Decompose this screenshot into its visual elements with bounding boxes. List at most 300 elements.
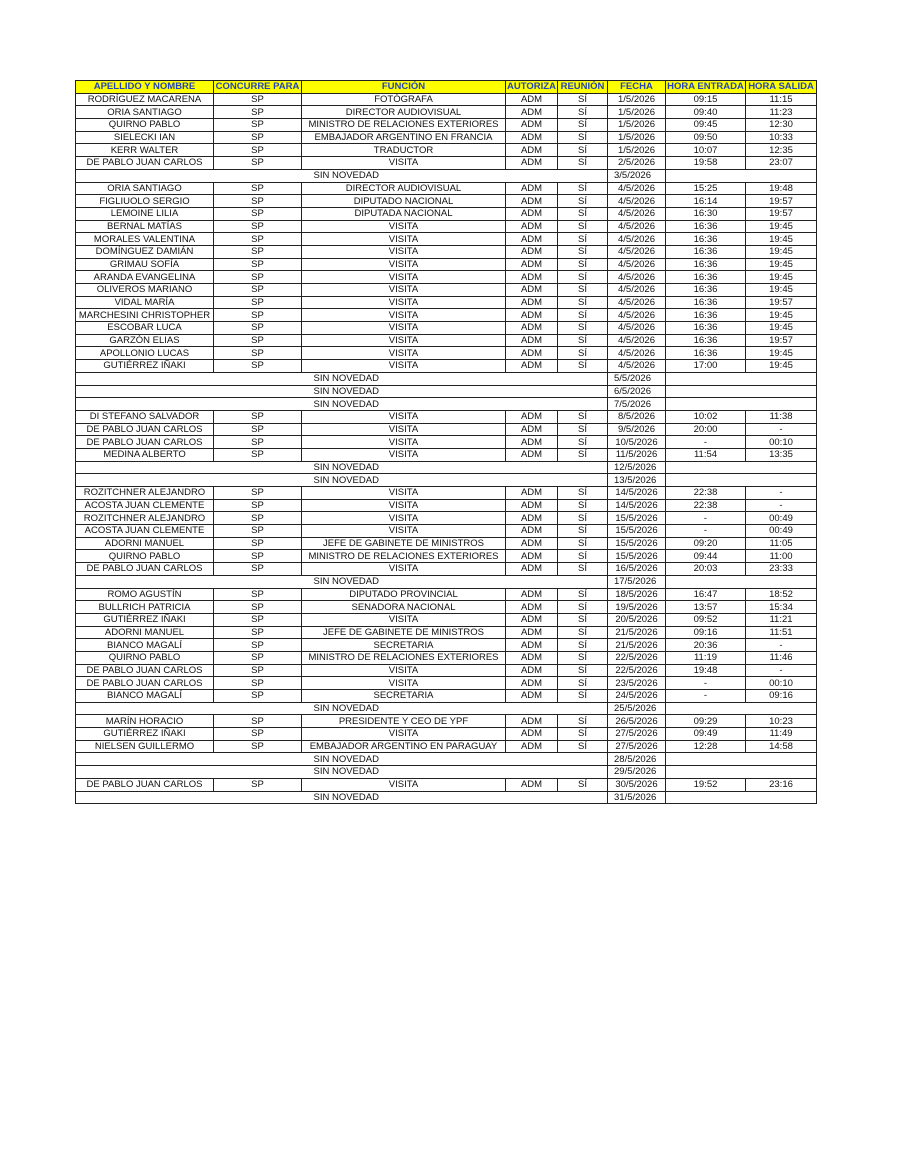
cell-concurre-para: SP [214,245,302,258]
cell-funcion: VISITA [302,613,506,626]
cell-concurre-para: SP [214,347,302,360]
cell-concurre-para: SP [214,119,302,132]
cell-apellido-nombre: MORALES VALENTINA [76,233,214,246]
sin-novedad-row [76,702,817,715]
cell-concurre-para: SP [214,423,302,436]
cell-reunion: SÍ [558,106,608,119]
cell-apellido-nombre: BIANCO MAGALÍ [76,690,214,703]
cell-apellido-nombre: NIELSEN GUILLERMO [76,740,214,753]
cell-funcion: VISITA [302,563,506,576]
table-row [76,740,817,753]
cell-reunion: SÍ [558,613,608,626]
cell-concurre-para: SP [214,588,302,601]
cell-concurre-para: SP [214,131,302,144]
header-autoriza: AUTORIZA [507,81,556,93]
cell-hora-entrada: 16:30 [666,207,746,220]
cell-hora-salida: 19:45 [746,322,817,335]
cell-concurre-para: SP [214,93,302,106]
empty-cell [666,461,817,474]
cell-hora-salida: 19:57 [746,296,817,309]
cell-fecha: 4/5/2026 [608,309,666,322]
cell-hora-entrada: 09:45 [666,119,746,132]
table-row [76,93,817,106]
cell-hora-entrada: 16:36 [666,296,746,309]
cell-autoriza: ADM [506,563,558,576]
cell-apellido-nombre: FIGLIUOLO SERGIO [76,195,214,208]
table-row [76,144,817,157]
cell-funcion: VISITA [302,334,506,347]
cell-hora-salida: 11:15 [746,93,817,106]
cell-fecha: 22/5/2026 [608,664,666,677]
cell-concurre-para: SP [214,601,302,614]
cell-autoriza: ADM [506,487,558,500]
sin-novedad-row [76,575,817,588]
sin-novedad-row [76,169,817,182]
table-row [76,499,817,512]
cell-concurre-para: SP [214,550,302,563]
cell-fecha: 17/5/2026 [608,575,666,588]
cell-concurre-para: SP [214,537,302,550]
cell-apellido-nombre: RODRÍGUEZ MACARENA [76,93,214,106]
cell-apellido-nombre: QUIRNO PABLO [76,550,214,563]
empty-cell [76,791,302,804]
cell-concurre-para: SP [214,664,302,677]
cell-hora-salida: - [746,664,817,677]
cell-reunion: SÍ [558,550,608,563]
cell-apellido-nombre: QUIRNO PABLO [76,119,214,132]
cell-autoriza: ADM [506,284,558,297]
cell-hora-salida: 13:35 [746,448,817,461]
cell-apellido-nombre: BERNAL MATÍAS [76,220,214,233]
table-row [76,601,817,614]
cell-fecha: 1/5/2026 [608,119,666,132]
cell-novedad: SIN NOVEDAD [302,461,506,474]
cell-hora-entrada: - [666,436,746,449]
cell-hora-entrada: 16:47 [666,588,746,601]
table-row [76,258,817,271]
cell-fecha: 21/5/2026 [608,639,666,652]
cell-funcion: EMBAJADOR ARGENTINO EN PARAGUAY [302,740,506,753]
header-hora-entrada: HORA ENTRADA [667,81,744,93]
cell-novedad: SIN NOVEDAD [302,766,506,779]
cell-fecha: 28/5/2026 [608,753,666,766]
cell-apellido-nombre: ACOSTA JUAN CLEMENTE [76,525,214,538]
cell-hora-salida: 12:35 [746,144,817,157]
cell-autoriza: ADM [506,740,558,753]
cell-funcion: VISITA [302,487,506,500]
cell-reunion: SÍ [558,740,608,753]
cell-hora-salida: 19:48 [746,182,817,195]
empty-cell [76,575,302,588]
cell-autoriza: ADM [506,550,558,563]
header-apellido-nombre: APELLIDO Y NOMBRE [76,81,214,94]
table-row [76,322,817,335]
cell-fecha: 1/5/2026 [608,106,666,119]
table-row [76,347,817,360]
cell-reunion: SÍ [558,690,608,703]
cell-autoriza: ADM [506,157,558,170]
cell-hora-salida: 23:16 [746,778,817,791]
cell-reunion: SÍ [558,651,608,664]
cell-hora-entrada: - [666,690,746,703]
cell-concurre-para: SP [214,677,302,690]
cell-fecha: 4/5/2026 [608,347,666,360]
cell-reunion: SÍ [558,512,608,525]
cell-hora-entrada: 16:36 [666,284,746,297]
cell-fecha: 4/5/2026 [608,322,666,335]
cell-fecha: 19/5/2026 [608,601,666,614]
cell-funcion: MINISTRO DE RELACIONES EXTERIORES [302,651,506,664]
empty-cell [506,474,608,487]
visitor-log-table [75,80,817,804]
cell-hora-entrada: 09:44 [666,550,746,563]
cell-hora-salida: 11:23 [746,106,817,119]
cell-funcion: VISITA [302,778,506,791]
cell-hora-salida: 19:57 [746,195,817,208]
cell-hora-salida: 11:38 [746,410,817,423]
cell-hora-entrada: 22:38 [666,487,746,500]
cell-reunion: SÍ [558,195,608,208]
table-row [76,106,817,119]
cell-concurre-para: SP [214,207,302,220]
cell-autoriza: ADM [506,296,558,309]
cell-hora-entrada: 13:57 [666,601,746,614]
cell-hora-entrada: 11:19 [666,651,746,664]
cell-fecha: 15/5/2026 [608,525,666,538]
cell-fecha: 24/5/2026 [608,690,666,703]
header-funcion: FUNCIÓN [302,81,506,94]
empty-cell [506,169,608,182]
table-row [76,284,817,297]
cell-autoriza: ADM [506,613,558,626]
cell-hora-entrada: 09:40 [666,106,746,119]
cell-hora-entrada: 16:36 [666,245,746,258]
empty-cell [666,753,817,766]
cell-concurre-para: SP [214,220,302,233]
cell-reunion: SÍ [558,588,608,601]
cell-funcion: VISITA [302,347,506,360]
cell-hora-entrada: 16:36 [666,220,746,233]
sin-novedad-row [76,372,817,385]
cell-fecha: 21/5/2026 [608,626,666,639]
table-row [76,157,817,170]
cell-funcion: VISITA [302,322,506,335]
empty-cell [506,791,608,804]
cell-hora-salida: 14:58 [746,740,817,753]
cell-hora-salida: 11:51 [746,626,817,639]
cell-apellido-nombre: DE PABLO JUAN CARLOS [76,778,214,791]
cell-reunion: SÍ [558,271,608,284]
table-row [76,550,817,563]
cell-funcion: VISITA [302,677,506,690]
cell-autoriza: ADM [506,651,558,664]
cell-concurre-para: SP [214,651,302,664]
cell-hora-entrada: 16:36 [666,233,746,246]
table-row [76,778,817,791]
cell-autoriza: ADM [506,601,558,614]
empty-cell [666,372,817,385]
table-row [76,207,817,220]
sin-novedad-row [76,791,817,804]
cell-fecha: 15/5/2026 [608,550,666,563]
cell-fecha: 7/5/2026 [608,398,666,411]
cell-autoriza: ADM [506,728,558,741]
cell-concurre-para: SP [214,144,302,157]
cell-apellido-nombre: BIANCO MAGALÍ [76,639,214,652]
cell-funcion: SECRETARIA [302,639,506,652]
cell-concurre-para: SP [214,106,302,119]
cell-hora-entrada: 09:16 [666,626,746,639]
cell-apellido-nombre: GUTIÉRREZ IÑAKI [76,613,214,626]
cell-hora-entrada: 16:36 [666,322,746,335]
cell-fecha: 22/5/2026 [608,651,666,664]
cell-autoriza: ADM [506,334,558,347]
cell-hora-salida: 23:07 [746,157,817,170]
cell-reunion: SÍ [558,233,608,246]
cell-fecha: 3/5/2026 [608,169,666,182]
cell-fecha: 8/5/2026 [608,410,666,423]
cell-concurre-para: SP [214,309,302,322]
sin-novedad-row [76,474,817,487]
cell-hora-salida: 19:45 [746,347,817,360]
cell-hora-entrada: 15:25 [666,182,746,195]
cell-concurre-para: SP [214,487,302,500]
table-row [76,639,817,652]
cell-concurre-para: SP [214,258,302,271]
cell-hora-salida: 00:10 [746,677,817,690]
cell-hora-salida: 11:49 [746,728,817,741]
empty-cell [76,461,302,474]
cell-reunion: SÍ [558,778,608,791]
cell-apellido-nombre: DOMÍNGUEZ DAMIÁN [76,245,214,258]
cell-hora-salida: 19:45 [746,233,817,246]
cell-reunion: SÍ [558,322,608,335]
header-fecha: FECHA [608,81,666,94]
cell-autoriza: ADM [506,233,558,246]
cell-reunion: SÍ [558,677,608,690]
table-row [76,651,817,664]
cell-funcion: VISITA [302,258,506,271]
cell-fecha: 4/5/2026 [608,182,666,195]
empty-cell [76,702,302,715]
cell-apellido-nombre: ACOSTA JUAN CLEMENTE [76,499,214,512]
cell-fecha: 20/5/2026 [608,613,666,626]
cell-fecha: 4/5/2026 [608,195,666,208]
cell-concurre-para: SP [214,728,302,741]
cell-autoriza: ADM [506,309,558,322]
cell-hora-entrada: - [666,512,746,525]
cell-apellido-nombre: ARANDA EVANGELINA [76,271,214,284]
cell-hora-entrada: 10:07 [666,144,746,157]
cell-apellido-nombre: ESCOBAR LUCA [76,322,214,335]
cell-hora-salida: - [746,499,817,512]
cell-funcion: VISITA [302,271,506,284]
cell-fecha: 4/5/2026 [608,258,666,271]
cell-hora-entrada: 20:03 [666,563,746,576]
cell-funcion: VISITA [302,284,506,297]
cell-hora-entrada: 20:00 [666,423,746,436]
cell-concurre-para: SP [214,284,302,297]
cell-autoriza: ADM [506,639,558,652]
table-row [76,220,817,233]
cell-hora-entrada: 19:48 [666,664,746,677]
cell-apellido-nombre: KERR WALTER [76,144,214,157]
cell-reunion: SÍ [558,563,608,576]
empty-cell [506,575,608,588]
empty-cell [506,461,608,474]
cell-concurre-para: SP [214,410,302,423]
cell-apellido-nombre: GUTIÉRREZ IÑAKI [76,360,214,373]
cell-concurre-para: SP [214,626,302,639]
cell-funcion: VISITA [302,296,506,309]
cell-fecha: 5/5/2026 [608,372,666,385]
cell-autoriza: ADM [506,664,558,677]
cell-fecha: 18/5/2026 [608,588,666,601]
cell-fecha: 30/5/2026 [608,778,666,791]
cell-funcion: VISITA [302,233,506,246]
cell-concurre-para: SP [214,512,302,525]
cell-apellido-nombre: DE PABLO JUAN CARLOS [76,157,214,170]
cell-fecha: 4/5/2026 [608,360,666,373]
cell-hora-salida: 00:49 [746,512,817,525]
cell-fecha: 4/5/2026 [608,284,666,297]
cell-reunion: SÍ [558,525,608,538]
cell-reunion: SÍ [558,626,608,639]
empty-cell [76,753,302,766]
cell-reunion: SÍ [558,728,608,741]
cell-concurre-para: SP [214,715,302,728]
cell-funcion: VISITA [302,423,506,436]
table-row [76,677,817,690]
cell-apellido-nombre: ROZITCHNER ALEJANDRO [76,512,214,525]
cell-funcion: PRESIDENTE Y CEO DE YPF [302,715,506,728]
cell-hora-entrada: 09:15 [666,93,746,106]
cell-hora-entrada: 11:54 [666,448,746,461]
table-row [76,182,817,195]
table-header-row [76,81,817,94]
cell-autoriza: ADM [506,119,558,132]
cell-hora-entrada: 16:36 [666,347,746,360]
cell-hora-entrada: 16:36 [666,258,746,271]
cell-concurre-para: SP [214,778,302,791]
empty-cell [76,169,302,182]
cell-apellido-nombre: ADORNI MANUEL [76,626,214,639]
header-concurre-para: CONCURRE PARA [214,81,302,94]
cell-reunion: SÍ [558,410,608,423]
cell-autoriza: ADM [506,220,558,233]
cell-apellido-nombre: ROMO AGUSTÍN [76,588,214,601]
cell-hora-entrada: 09:49 [666,728,746,741]
sin-novedad-row [76,766,817,779]
cell-reunion: SÍ [558,423,608,436]
cell-hora-salida: 18:52 [746,588,817,601]
empty-cell [76,474,302,487]
cell-funcion: VISITA [302,664,506,677]
empty-cell [76,398,302,411]
table-row [76,613,817,626]
table-body [76,93,817,804]
cell-novedad: SIN NOVEDAD [302,575,506,588]
table-row [76,271,817,284]
cell-autoriza: ADM [506,677,558,690]
cell-funcion: JEFE DE GABINETE DE MINISTROS [302,537,506,550]
cell-reunion: SÍ [558,639,608,652]
cell-concurre-para: SP [214,233,302,246]
cell-hora-entrada: 20:36 [666,639,746,652]
cell-fecha: 15/5/2026 [608,512,666,525]
cell-autoriza: ADM [506,512,558,525]
cell-reunion: SÍ [558,601,608,614]
cell-apellido-nombre: ORIA SANTIAGO [76,182,214,195]
empty-cell [666,575,817,588]
cell-funcion: DIPUTADO NACIONAL [302,195,506,208]
cell-funcion: VISITA [302,360,506,373]
cell-funcion: VISITA [302,157,506,170]
table-row [76,487,817,500]
cell-reunion: SÍ [558,334,608,347]
cell-reunion: SÍ [558,499,608,512]
cell-apellido-nombre: APOLLONIO LUCAS [76,347,214,360]
cell-hora-entrada: 16:36 [666,334,746,347]
empty-cell [506,398,608,411]
cell-fecha: 4/5/2026 [608,245,666,258]
cell-hora-salida: 09:16 [746,690,817,703]
cell-hora-salida: 19:45 [746,220,817,233]
cell-concurre-para: SP [214,271,302,284]
cell-concurre-para: SP [214,322,302,335]
cell-autoriza: ADM [506,360,558,373]
empty-cell [506,372,608,385]
cell-fecha: 4/5/2026 [608,220,666,233]
cell-hora-salida: 19:45 [746,258,817,271]
cell-hora-salida: 00:10 [746,436,817,449]
cell-fecha: 11/5/2026 [608,448,666,461]
cell-fecha: 4/5/2026 [608,296,666,309]
cell-apellido-nombre: GUTIÉRREZ IÑAKI [76,728,214,741]
empty-cell [666,474,817,487]
cell-apellido-nombre: GRIMAU SOFÍA [76,258,214,271]
cell-hora-entrada: 22:38 [666,499,746,512]
cell-fecha: 9/5/2026 [608,423,666,436]
cell-hora-entrada: 09:20 [666,537,746,550]
cell-fecha: 25/5/2026 [608,702,666,715]
cell-reunion: SÍ [558,144,608,157]
table-row [76,131,817,144]
table-row [76,410,817,423]
empty-cell [666,766,817,779]
table-row [76,245,817,258]
cell-fecha: 12/5/2026 [608,461,666,474]
cell-autoriza: ADM [506,106,558,119]
cell-fecha: 4/5/2026 [608,233,666,246]
cell-hora-salida: 11:21 [746,613,817,626]
cell-reunion: SÍ [558,487,608,500]
cell-funcion: JEFE DE GABINETE DE MINISTROS [302,626,506,639]
cell-funcion: DIRECTOR AUDIOVISUAL [302,182,506,195]
cell-funcion: DIRECTOR AUDIOVISUAL [302,106,506,119]
cell-hora-salida: 19:45 [746,360,817,373]
cell-funcion: MINISTRO DE RELACIONES EXTERIORES [302,119,506,132]
cell-funcion: VISITA [302,525,506,538]
cell-funcion: SENADORA NACIONAL [302,601,506,614]
cell-hora-entrada: 19:58 [666,157,746,170]
table-row [76,195,817,208]
header-reunion: REUNIÓN [558,81,608,94]
cell-fecha: 4/5/2026 [608,271,666,284]
cell-funcion: DIPUTADA NACIONAL [302,207,506,220]
cell-autoriza: ADM [506,537,558,550]
cell-fecha: 1/5/2026 [608,93,666,106]
